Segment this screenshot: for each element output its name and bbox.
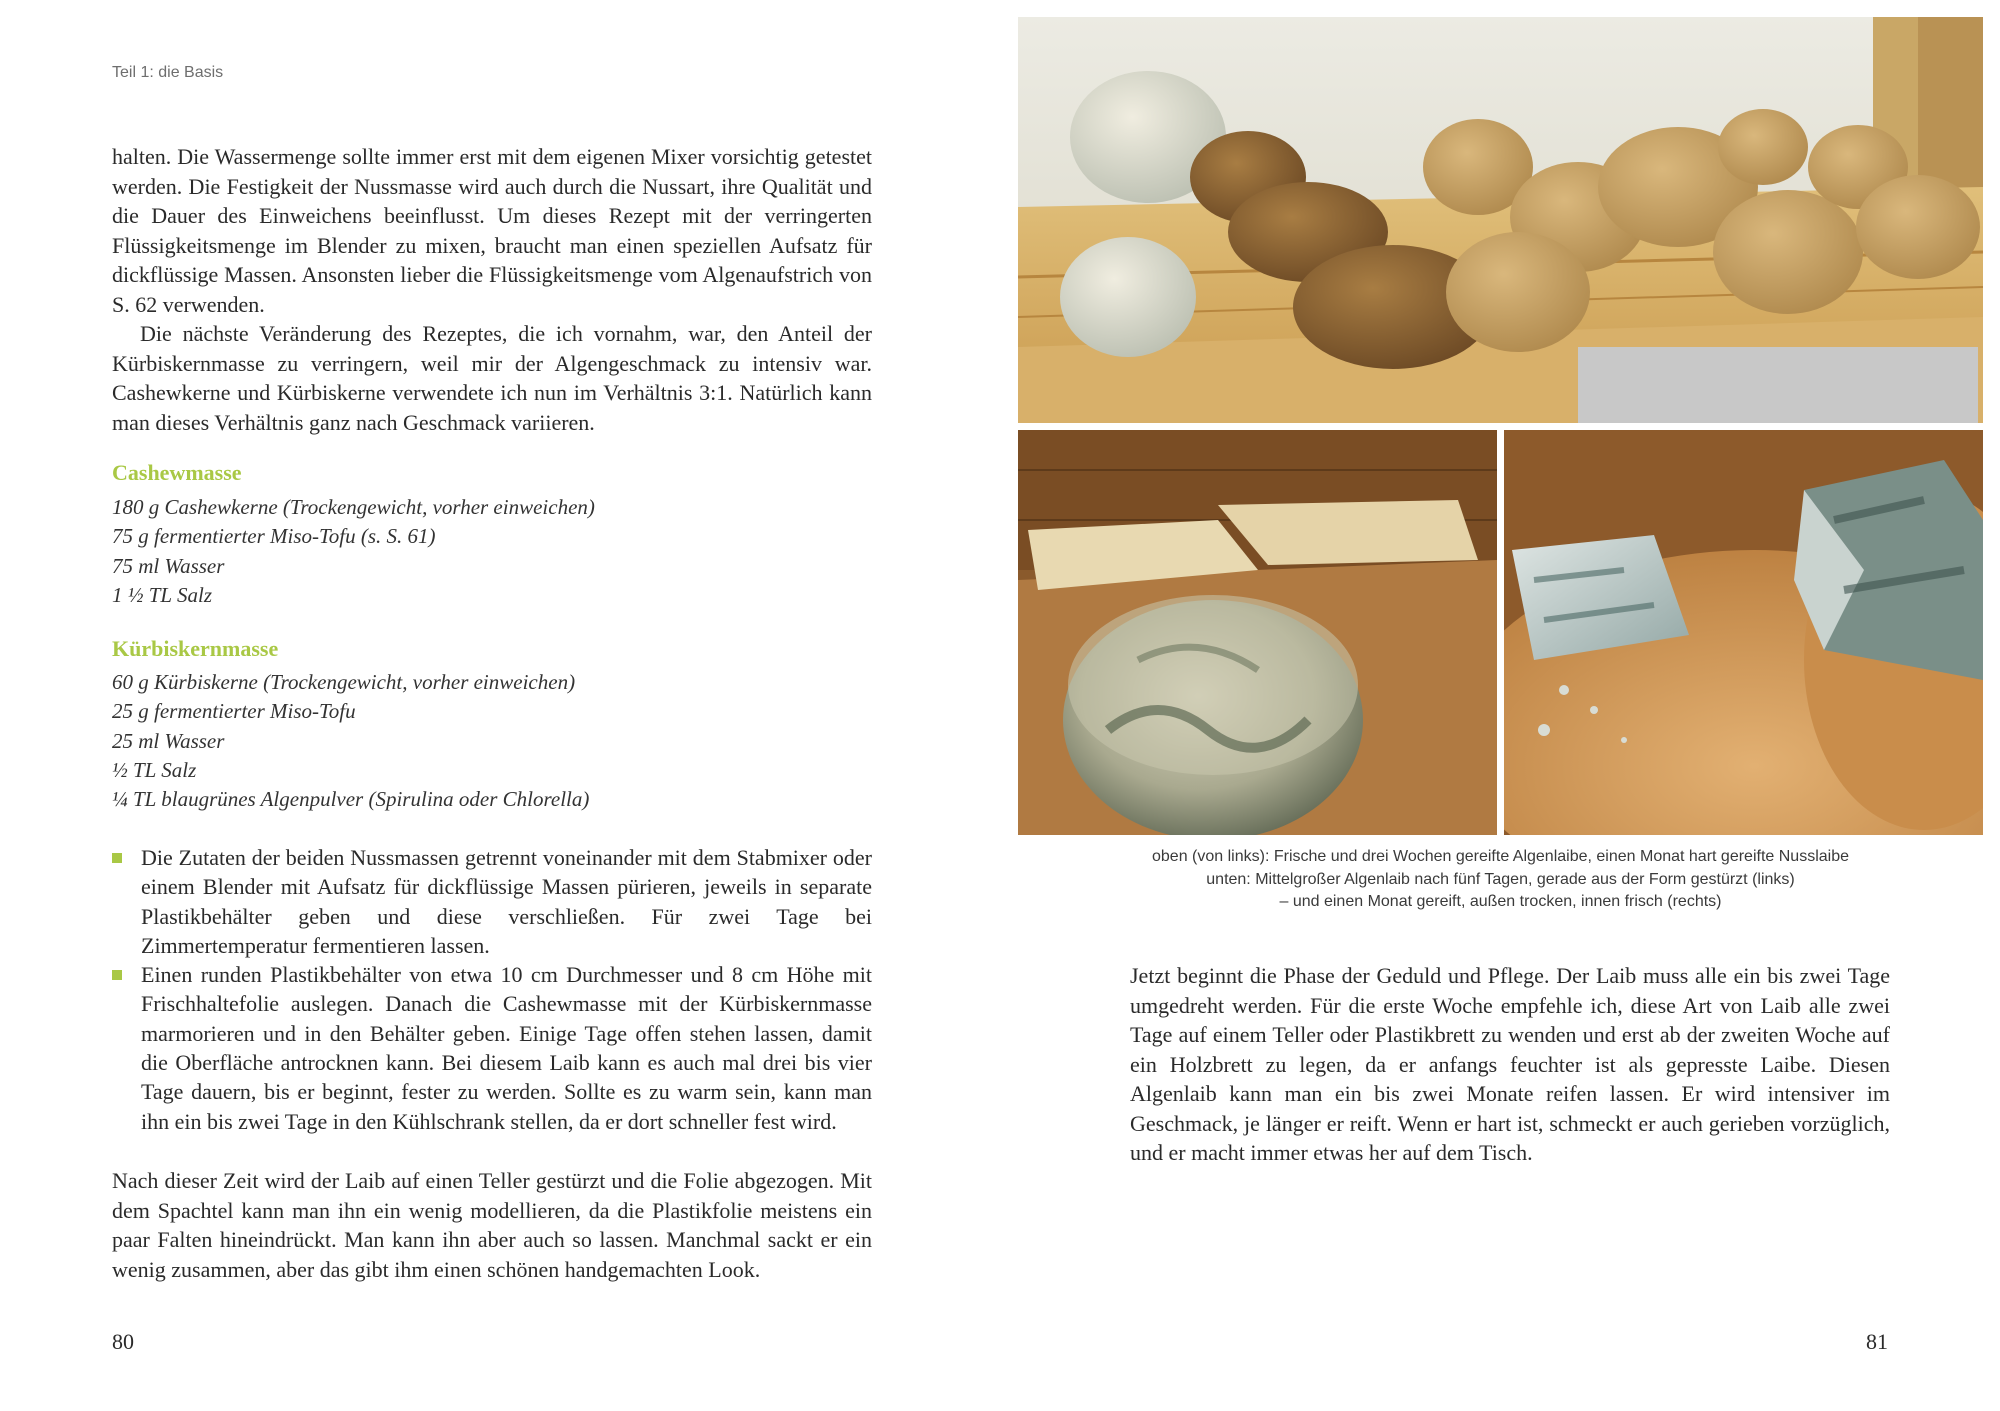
photo-algae-cheese-aged (1504, 430, 1983, 835)
caption-line: oben (von links): Frische und drei Wochen gereifte Algenlaibe, einen Monat hart gereifte Nusslaibe (1152, 848, 1849, 865)
ingredient-item: 25 g fermentierter Miso-Tofu (112, 699, 356, 724)
ingredient-list-pumpkin (112, 668, 872, 814)
running-header: Teil 1: die Basis (112, 64, 224, 81)
ingredient-item: 180 g Cashewkerne (Trockengewicht, vorher einweichen) (112, 495, 595, 519)
square-bullet-icon (112, 853, 122, 863)
instruction-text: Einen runden Plastikbehälter von etwa 10 cm Durchmesser und 8 cm Höhe mit Frischhaltefolie auslegen. Danach die Cashewmasse mit der Kürbiskernmasse marmorieren und in den Behälter geben. Einige Tage offen stehen lassen, damit die Oberfläche antrocknen kann. Bei diesem Laib kann es auch mal drei bis vier Tage dauern, bis er beginnt, fester zu werden. Sollte es zu warm sein, kann man ihn ein bis zwei Tage in den Kühlschrank stellen, da er dort schneller fest wird. (141, 962, 872, 1134)
page-number-right: 81 (1866, 1329, 1888, 1354)
ingredient-item: 60 g Kürbiskerne (Trockengewicht, vorher einweichen) (112, 670, 576, 694)
instruction-step (112, 960, 872, 1136)
ingredient-item: 75 ml Wasser (112, 553, 225, 578)
ingredient-list-cashew (112, 493, 872, 610)
photo-cheese-shelf (1018, 17, 1983, 423)
photo-caption (1018, 846, 1983, 914)
caption-line: unten: Mittelgroßer Algenlaib nach fünf Tagen, gerade aus der Form gestürzt (links) (1206, 870, 1795, 888)
body-paragraph-right: Jetzt beginnt die Phase der Geduld und Pflege. Der Laib muss alle ein bis zwei Tage umgedreht werden. Für die erste Woche empfehle ich, diese Art von Laib alle zwei Tage auf einem Teller oder Plastikbrett zu wenden und erst ab der zweiten Woche auf ein Holzbrett zu legen, da er anfangs feuchter ist als gepresste Laibe. Diesen Algenlaib kann man ein bis zwei Monate reifen lassen. Er wird intensiver im Geschmack, je länger er reift. Wenn er hart ist, schmeckt er auch gerieben vorzüglich, und er macht immer etwas her auf dem Tisch. (1130, 963, 1890, 1165)
recipe-heading-pumpkin: Kürbiskernmasse (112, 636, 279, 661)
photo-algae-cheese-fresh (1018, 430, 1497, 835)
intro-paragraph-2: Die nächste Veränderung des Rezeptes, die ich vornahm, war, den Anteil der Kürbiskernmasse zu verringern, weil mir der Algengeschmack zu intensiv war. Cashewkerne und Kürbiskerne verwendete ich nun im Verhältnis 3:1. Natürlich kann man dieses Verhältnis ganz nach Geschmack variieren. (112, 321, 872, 435)
page-number-left: 80 (112, 1329, 134, 1354)
ingredient-item: 1 ½ TL Salz (112, 582, 212, 607)
caption-line: – und einen Monat gereift, außen trocken, innen frisch (rechts) (1279, 893, 1722, 910)
closing-paragraph: Nach dieser Zeit wird der Laib auf einen Teller gestürzt und die Folie abgezogen. Mit dem Spachtel kann man ihn ein wenig modellieren, da die Plastikfolie meistens ein paar Falten hineindrückt. Man kann ihn aber auch so lassen. Manchmal sackt er ein wenig zusammen, aber das gibt ihm einen schönen handgemachten Look. (112, 1168, 872, 1282)
instruction-text: Die Zutaten der beiden Nussmassen getrennt voneinander mit dem Stabmixer oder einem Blender mit Aufsatz für dickflüssige Massen pürieren, jeweils in separate Plastikbehälter geben und diese verschließen. Für zwei Tage bei Zimmertemperatur fermentieren lassen. (141, 845, 872, 958)
instruction-list (112, 843, 872, 1136)
ingredient-item: ¼ TL blaugrünes Algenpulver (Spirulina oder Chlorella) (112, 787, 590, 812)
recipe-heading-cashew: Cashewmasse (112, 460, 242, 485)
intro-text (112, 142, 872, 437)
square-bullet-icon (112, 970, 122, 980)
instruction-step (112, 843, 872, 960)
ingredient-item: ½ TL Salz (112, 757, 197, 782)
ingredient-item: 25 ml Wasser (112, 728, 225, 753)
ingredient-item: 75 g fermentierter Miso-Tofu (s. S. 61) (112, 524, 436, 549)
intro-paragraph-1: halten. Die Wassermenge sollte immer erst mit dem eigenen Mixer vorsichtig getestet werden. Die Festigkeit der Nussmasse wird auch durch die Nussart, ihre Qualität und die Dauer des Einweichens beeinflusst. Um dieses Rezept mit der verringerten Flüssigkeitsmenge im Blender zu mixen, braucht man einen speziellen Aufsatz für dickflüssige Massen. Ansonsten lieber die Flüssigkeitsmenge vom Algenaufstrich von S. 62 verwenden. (112, 144, 872, 317)
